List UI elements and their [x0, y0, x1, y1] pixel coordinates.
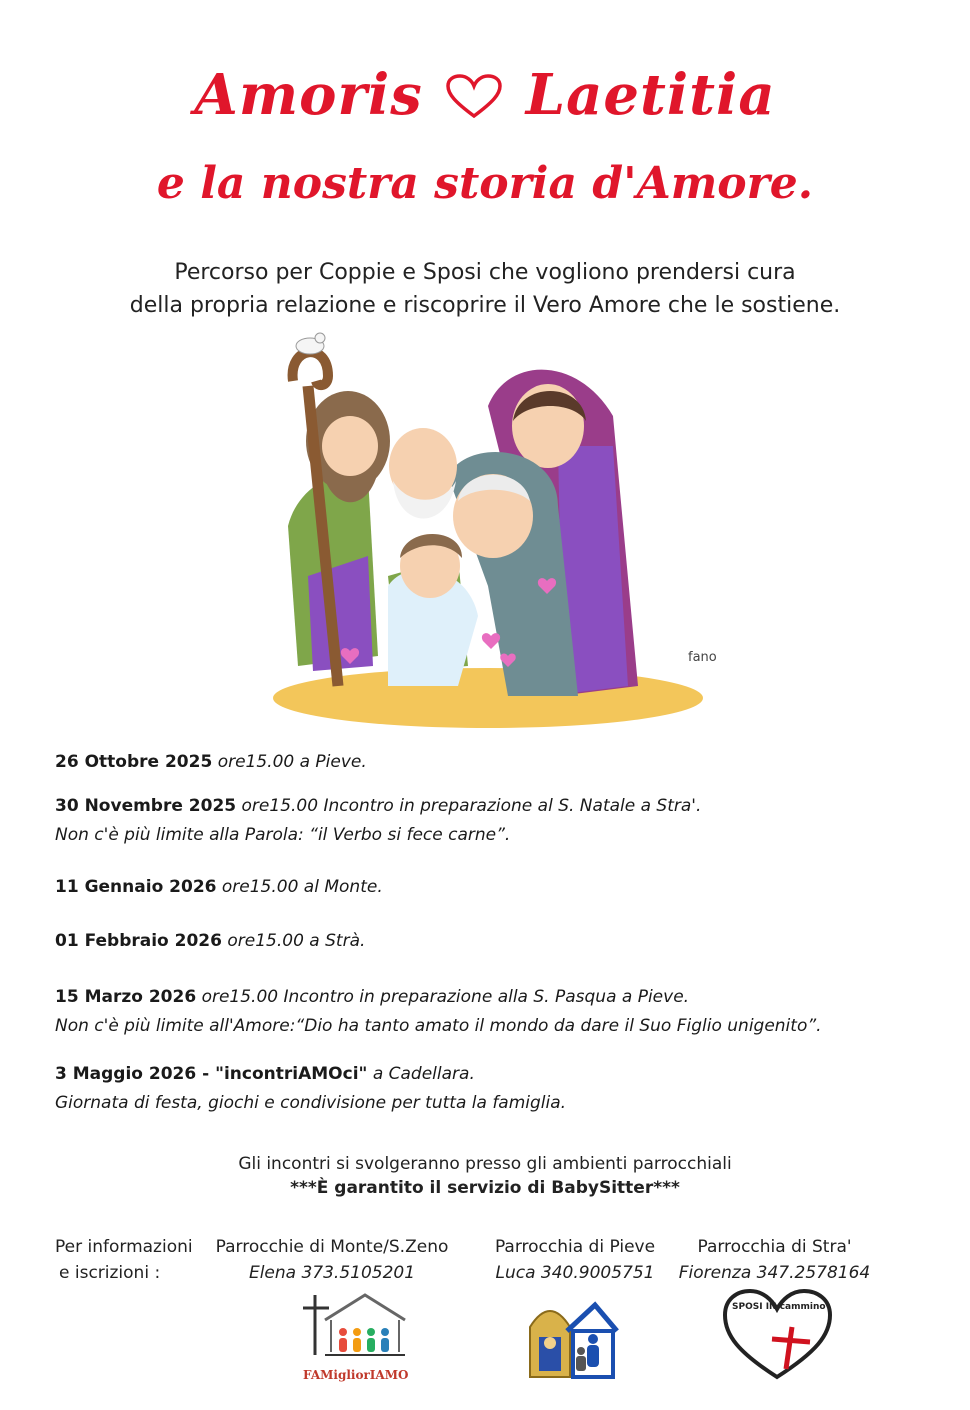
event-detail: ore15.00 a Strà.: [227, 931, 366, 951]
event-detail: a Cadellara.: [372, 1064, 475, 1084]
illustrator-signature: fano: [688, 650, 717, 665]
parish-contact: Luca 340.9005751: [495, 1263, 655, 1283]
sposi-in-cammino-logo-text: SPOSI IN cammino: [732, 1302, 826, 1312]
heart-icon: [445, 74, 503, 118]
event-date: 15 Marzo 2026: [55, 987, 197, 1007]
parish-contact: Elena 373.5105201: [248, 1263, 416, 1283]
pieve-parish-logo: [525, 1287, 620, 1382]
parish-name: Parrocchie di Monte/S.Zeno: [215, 1237, 449, 1257]
event-5: [55, 983, 935, 1041]
event-separator: -: [196, 1064, 216, 1084]
subtitle-line-1: Percorso per Coppie e Sposi che vogliono prendersi cura: [174, 260, 796, 285]
parish-pieve: [480, 1234, 670, 1286]
event-date: 01 Febbraio 2026: [55, 931, 222, 951]
holy-family-illustration: [258, 326, 738, 736]
event-note: Non c'è più limite all'Amore:“Dio ha tanto amato il mondo da dare il Suo Figlio unigenito”.: [55, 1016, 822, 1036]
event-date: 11 Gennaio 2026: [55, 877, 217, 897]
subtitle-line-2: della propria relazione e riscoprire il Vero Amore che le sostiene.: [129, 293, 841, 318]
event-date: 3 Maggio 2026: [55, 1064, 197, 1084]
title-word-amoris: Amoris: [194, 62, 423, 128]
parish-name: Parrocchia di Pieve: [494, 1237, 656, 1257]
event-name: "incontriAMOci": [215, 1064, 368, 1084]
footer-note-line-1: Gli incontri si svolgeranno presso gli ambienti parrocchiali: [238, 1154, 732, 1174]
sposi-in-cammino-logo: [720, 1287, 835, 1382]
famigliorIAMO-logo-text: FAMigliorIAMO: [303, 1368, 409, 1382]
event-4: [55, 927, 935, 956]
event-date: 26 Ottobre 2025: [55, 752, 213, 772]
title-word-laetitia: Laetitia: [525, 62, 776, 128]
event-detail: ore15.00 Incontro in preparazione al S. Natale a Stra'.: [241, 796, 702, 816]
event-detail: ore15.00 a Pieve.: [217, 752, 367, 772]
subtitle: [0, 256, 970, 322]
footer-note: [0, 1152, 970, 1200]
contacts-label: [55, 1234, 193, 1286]
event-note: Non c'è più limite alla Parola: “il Verbo si fece carne”.: [55, 825, 511, 845]
parish-monte: [212, 1234, 452, 1286]
famigliorIAMO-logo: [295, 1290, 415, 1385]
contacts-label-line-2: e iscrizioni :: [59, 1263, 161, 1283]
babysitter-note: ***È garantito il servizio di BabySitter***: [290, 1178, 680, 1198]
event-detail: ore15.00 Incontro in preparazione alla S. Pasqua a Pieve.: [201, 987, 690, 1007]
event-1: [55, 748, 935, 777]
event-2: [55, 792, 935, 850]
parish-contact: Fiorenza 347.2578164: [678, 1263, 871, 1283]
event-6: [55, 1060, 935, 1118]
event-note: Giornata di festa, giochi e condivisione per tutta la famiglia.: [55, 1093, 567, 1113]
event-3: [55, 873, 935, 902]
event-detail: ore15.00 al Monte.: [221, 877, 383, 897]
event-date: 30 Novembre 2025: [55, 796, 237, 816]
title-line-2: e la nostra storia d'Amore.: [156, 158, 814, 209]
contacts-label-line-1: Per informazioni: [55, 1237, 193, 1257]
parish-name: Parrocchia di Stra': [697, 1237, 852, 1257]
title-line-1: [0, 62, 970, 128]
parish-stra: [672, 1234, 877, 1286]
